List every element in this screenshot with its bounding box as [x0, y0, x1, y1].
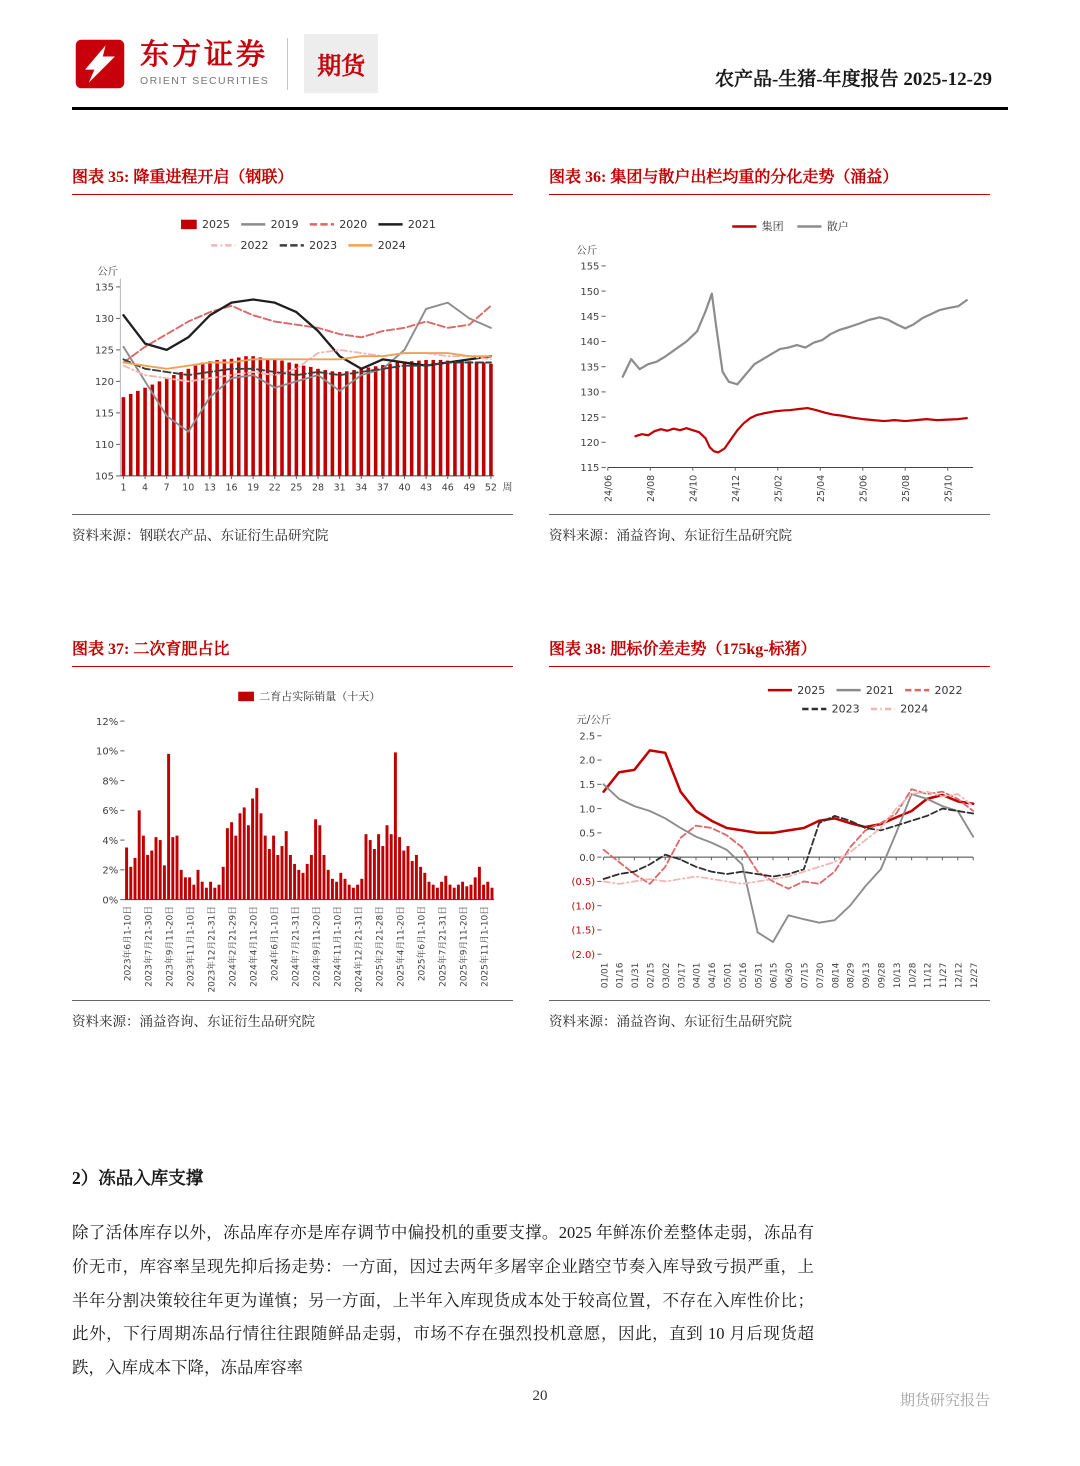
svg-text:2023: 2023: [831, 702, 860, 716]
svg-text:0.0: 0.0: [579, 852, 596, 864]
svg-text:24/08: 24/08: [645, 474, 657, 503]
svg-text:2023年12月21-31日: 2023年12月21-31日: [207, 905, 218, 993]
svg-text:150: 150: [580, 286, 600, 298]
svg-text:115: 115: [580, 463, 600, 475]
svg-text:46: 46: [441, 482, 454, 494]
svg-text:2024年2月21-29日: 2024年2月21-29日: [228, 905, 239, 987]
fig35-weight-reduction-chart: [72, 205, 513, 512]
svg-text:2023年7月21-30日: 2023年7月21-30日: [144, 905, 155, 987]
product-tag: 期货: [304, 34, 378, 93]
figure-36: [549, 162, 990, 544]
svg-text:135: 135: [580, 362, 600, 374]
fig37-secondary-fattening-chart: [72, 677, 513, 998]
svg-text:2021: 2021: [407, 218, 436, 232]
svg-text:2024年11月1-10日: 2024年11月1-10日: [333, 905, 344, 987]
svg-text:12/12: 12/12: [954, 962, 965, 988]
svg-text:10/13: 10/13: [892, 962, 903, 988]
svg-text:周: 周: [502, 482, 513, 494]
footer-report-type: 期货研究报告: [899, 1393, 990, 1409]
svg-text:二育占实际销量（十天）: 二育占实际销量（十天）: [259, 689, 381, 703]
svg-text:11/27: 11/27: [939, 962, 950, 988]
svg-text:19: 19: [247, 482, 260, 494]
page-footer: [0, 1388, 1080, 1410]
svg-text:2025年4月11-20日: 2025年4月11-20日: [396, 905, 407, 987]
svg-text:11/12: 11/12: [923, 962, 934, 988]
svg-text:2.0: 2.0: [579, 755, 596, 767]
svg-text:10: 10: [182, 482, 195, 494]
svg-text:2024年12月21-31日: 2024年12月21-31日: [354, 905, 365, 993]
svg-text:125: 125: [580, 412, 600, 424]
svg-text:37: 37: [376, 482, 389, 494]
svg-text:集团: 集团: [761, 220, 784, 234]
svg-text:24/06: 24/06: [603, 474, 615, 503]
svg-text:10%: 10%: [96, 746, 119, 758]
svg-text:散户: 散户: [826, 220, 849, 234]
charts-grid: [0, 110, 1080, 1030]
svg-text:4: 4: [142, 482, 149, 494]
svg-text:12/27: 12/27: [969, 962, 980, 988]
svg-text:43: 43: [420, 482, 433, 494]
svg-text:08/14: 08/14: [831, 962, 842, 988]
figure-36-title: 图表 36: 集团与散户出栏均重的分化走势（涌益）: [549, 162, 990, 195]
svg-text:2%: 2%: [102, 865, 119, 877]
brand-name: 东方证券: [140, 39, 269, 72]
figure-38-source: 资料来源：涌益咨询、东证衍生品研究院: [549, 1000, 990, 1030]
svg-text:28: 28: [312, 482, 325, 494]
svg-text:09/13: 09/13: [862, 962, 873, 988]
orient-securities-logo-icon: [72, 36, 128, 92]
svg-text:05/31: 05/31: [754, 962, 765, 988]
svg-text:2023年6月1-10日: 2023年6月1-10日: [123, 905, 134, 981]
report-title: 农产品-生猪-年度报告 2025-12-29: [714, 69, 992, 90]
svg-text:0.5: 0.5: [579, 828, 596, 840]
figure-35: [72, 162, 513, 544]
svg-text:52: 52: [484, 482, 497, 494]
svg-text:6%: 6%: [102, 805, 119, 817]
svg-text:2025: 2025: [201, 218, 231, 232]
svg-text:25/02: 25/02: [773, 474, 785, 503]
svg-text:25: 25: [290, 482, 303, 494]
svg-text:25/10: 25/10: [943, 474, 955, 503]
svg-text:2024年4月11-20日: 2024年4月11-20日: [249, 905, 260, 987]
brand-subtitle: ORIENT SECURITIES: [140, 74, 270, 87]
svg-text:22: 22: [268, 482, 281, 494]
svg-text:31: 31: [333, 482, 346, 494]
header-divider: [287, 38, 288, 90]
svg-text:2024年9月11-20日: 2024年9月11-20日: [312, 905, 323, 987]
svg-text:05/01: 05/01: [723, 962, 734, 988]
svg-text:12%: 12%: [96, 716, 119, 728]
svg-text:09/28: 09/28: [877, 962, 888, 988]
svg-text:120: 120: [580, 437, 600, 449]
svg-text:0%: 0%: [102, 894, 119, 906]
svg-text:25/08: 25/08: [900, 474, 912, 503]
figure-35-title: 图表 35: 降重进程开启（钢联）: [72, 162, 513, 195]
svg-text:2.5: 2.5: [579, 731, 596, 743]
fig36-group-retail-weight-chart: [549, 205, 990, 512]
svg-text:2025年9月11-20日: 2025年9月11-20日: [459, 905, 470, 987]
section-heading: 2）冻品入库支撑: [72, 1167, 204, 1188]
svg-text:03/17: 03/17: [677, 962, 688, 988]
svg-text:02/15: 02/15: [646, 962, 657, 988]
svg-text:135: 135: [94, 282, 115, 294]
svg-text:05/16: 05/16: [738, 962, 749, 988]
figure-36-source: 资料来源：涌益咨询、东证衍生品研究院: [549, 514, 990, 544]
svg-text:2024年7月21-31日: 2024年7月21-31日: [291, 905, 302, 987]
svg-text:120: 120: [94, 377, 115, 389]
svg-text:01/01: 01/01: [600, 962, 611, 988]
svg-text:2019: 2019: [270, 218, 299, 232]
svg-text:115: 115: [94, 408, 115, 420]
svg-text:140: 140: [580, 337, 600, 349]
svg-text:2025: 2025: [797, 683, 826, 697]
svg-text:49: 49: [463, 482, 476, 494]
svg-text:(2.0): (2.0): [571, 949, 596, 961]
svg-text:公斤: 公斤: [97, 265, 119, 278]
svg-text:10/28: 10/28: [908, 962, 919, 988]
svg-text:1.0: 1.0: [579, 803, 596, 815]
svg-text:04/01: 04/01: [692, 962, 703, 988]
svg-text:125: 125: [94, 345, 115, 357]
svg-text:2024: 2024: [900, 702, 929, 716]
section-frozen-storage: [0, 1030, 1080, 1385]
svg-text:07/30: 07/30: [815, 962, 826, 988]
svg-text:4%: 4%: [102, 835, 119, 847]
svg-text:40: 40: [398, 482, 411, 494]
svg-text:8%: 8%: [102, 775, 119, 787]
svg-text:2023年11月1-10日: 2023年11月1-10日: [186, 905, 197, 987]
brand-block: [72, 34, 378, 93]
figure-37-title: 图表 37: 二次育肥占比: [72, 634, 513, 667]
svg-text:(1.0): (1.0): [571, 900, 596, 912]
svg-text:2020: 2020: [339, 218, 368, 232]
svg-text:25/06: 25/06: [858, 474, 870, 503]
svg-text:2024: 2024: [377, 239, 406, 253]
svg-text:(0.5): (0.5): [571, 876, 596, 888]
svg-text:元/公斤: 元/公斤: [576, 713, 612, 726]
svg-text:2025年6月1-10日: 2025年6月1-10日: [417, 905, 428, 981]
svg-text:34: 34: [355, 482, 368, 494]
figure-38: [549, 634, 990, 1030]
body-paragraph: 除了活体库存以外，冻品库存亦是库存调节中偏投机的重要支撑。2025 年鲜冻价差整体走弱，冻品有价无市，库容率呈现先抑后扬走势：一方面，因过去两年多屠宰企业踏空节奏入库导致亏损严重，上半年分割决策较往年更为谨慎；另一方面，上半年入库现货成本处于较高位置，不存在入库性价比；此外，下行周期冻品行情往往跟随鲜品走弱，市场不存在强烈投机意愿，因此，直到 10 月后现货超跌，入库成本下降，冻品库容率: [72, 1222, 814, 1378]
page-number: 20: [532, 1388, 548, 1404]
svg-text:13: 13: [203, 482, 216, 494]
svg-text:7: 7: [163, 482, 170, 494]
svg-text:155: 155: [580, 261, 600, 273]
svg-text:145: 145: [580, 311, 600, 323]
svg-text:2025年7月21-31日: 2025年7月21-31日: [438, 905, 449, 987]
svg-text:110: 110: [94, 440, 115, 452]
svg-text:08/29: 08/29: [846, 962, 857, 988]
svg-text:130: 130: [94, 314, 115, 326]
svg-text:04/16: 04/16: [708, 962, 719, 988]
figure-37-source: 资料来源：涌益咨询、东证衍生品研究院: [72, 1000, 513, 1030]
svg-text:2023年9月11-20日: 2023年9月11-20日: [165, 905, 176, 987]
figure-35-source: 资料来源：钢联农产品、东证衍生品研究院: [72, 514, 513, 544]
svg-text:1: 1: [120, 482, 127, 494]
svg-text:01/16: 01/16: [615, 962, 626, 988]
svg-text:24/12: 24/12: [730, 474, 742, 503]
svg-text:06/30: 06/30: [785, 962, 796, 988]
svg-text:2022: 2022: [934, 683, 963, 697]
svg-text:03/02: 03/02: [661, 962, 672, 988]
figure-37: [72, 634, 513, 1030]
svg-text:公斤: 公斤: [576, 244, 598, 257]
svg-text:2022: 2022: [240, 239, 269, 253]
svg-text:25/04: 25/04: [815, 474, 827, 503]
page-header: [0, 0, 1080, 101]
svg-text:130: 130: [580, 387, 600, 399]
svg-text:105: 105: [94, 471, 115, 483]
fig38-fat-standard-spread-chart: [549, 677, 990, 998]
svg-text:2021: 2021: [865, 683, 894, 697]
svg-text:(1.5): (1.5): [571, 925, 596, 937]
svg-text:2023: 2023: [309, 239, 338, 253]
svg-text:24/10: 24/10: [688, 474, 700, 503]
svg-text:16: 16: [225, 482, 238, 494]
svg-text:2025年11月1-10日: 2025年11月1-10日: [480, 905, 491, 987]
svg-text:2025年2月21-28日: 2025年2月21-28日: [375, 905, 386, 987]
svg-text:07/15: 07/15: [800, 962, 811, 988]
svg-text:1.5: 1.5: [579, 779, 596, 791]
brand-text: [140, 40, 269, 87]
svg-text:2024年6月1-10日: 2024年6月1-10日: [270, 905, 281, 981]
svg-text:01/31: 01/31: [631, 962, 642, 988]
figure-38-title: 图表 38: 肥标价差走势（175kg-标猪）: [549, 634, 990, 667]
svg-text:06/15: 06/15: [769, 962, 780, 988]
